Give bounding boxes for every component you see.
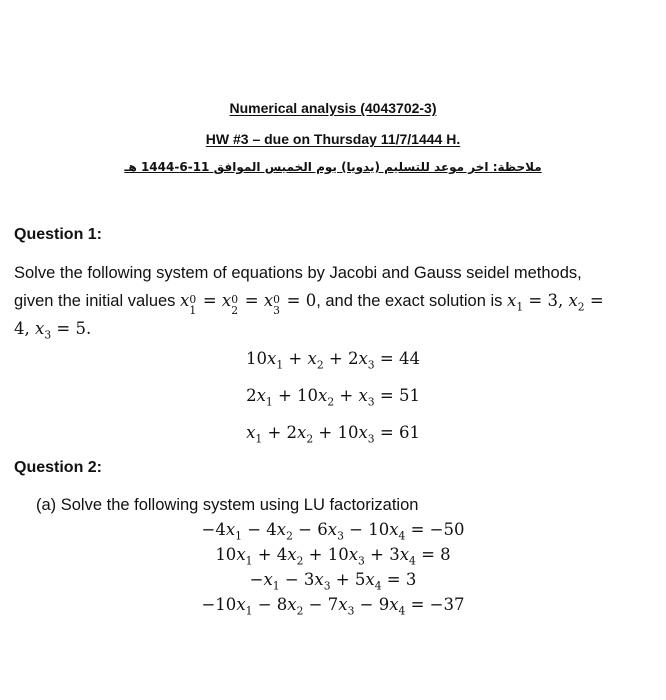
initial-values-math: x 0 1 = x 0 2 = x 0 3 = 0	[180, 291, 317, 317]
question-1-line-2: given the initial values	[14, 292, 176, 310]
question-2-title: Question 2:	[14, 459, 103, 476]
q1-equation-1: $10x_1 + x_2 + 2x_3 = 44$	[246, 349, 420, 372]
question-1-title: Question 1:	[14, 226, 103, 243]
arabic-note: ملاحظة: اخر موعد للتسليم (يدويا) يوم الخميس الموافق 11-6-1444 هـ	[124, 160, 542, 174]
q1-equation-3: $x_1 + 2x_2 + 10x_3 = 61$	[246, 423, 420, 446]
course-title: Numerical analysis (4043702-3)	[229, 100, 437, 116]
q2-equation-3: $-x_1 - 3x_3 + 5x_4 = 3$	[249, 570, 417, 593]
q1-equation-2: $2x_1 + 10x_2 + x_3 = 51$	[246, 386, 420, 409]
question-1-text	[14, 260, 654, 343]
question-1-line-2b: , and the exact solution is	[316, 292, 503, 310]
q2-equation-1: $-4x_1 - 4x_2 - 6x_3 - 10x_4 = -50$	[201, 520, 465, 543]
question-2-part-a: (a) Solve the following system using LU factorization	[36, 496, 419, 514]
exact-solution-math: $x_1 = 3$, $x_2$ = 4, $x_3 = 5$.	[14, 291, 604, 342]
q2-equation-2: $10x_1 + 4x_2 + 10x_3 + 3x_4 = 8$	[215, 545, 451, 568]
q2-equation-4: $-10x_1 - 8x_2 - 7x_3 - 9x_4 = -37$	[201, 595, 465, 618]
question-1-line-1: Solve the following system of equations by Jacobi and Gauss seidel methods,	[14, 264, 582, 282]
homework-due-line: HW #3 – due on Thursday 11/7/1444 H.	[205, 131, 461, 147]
